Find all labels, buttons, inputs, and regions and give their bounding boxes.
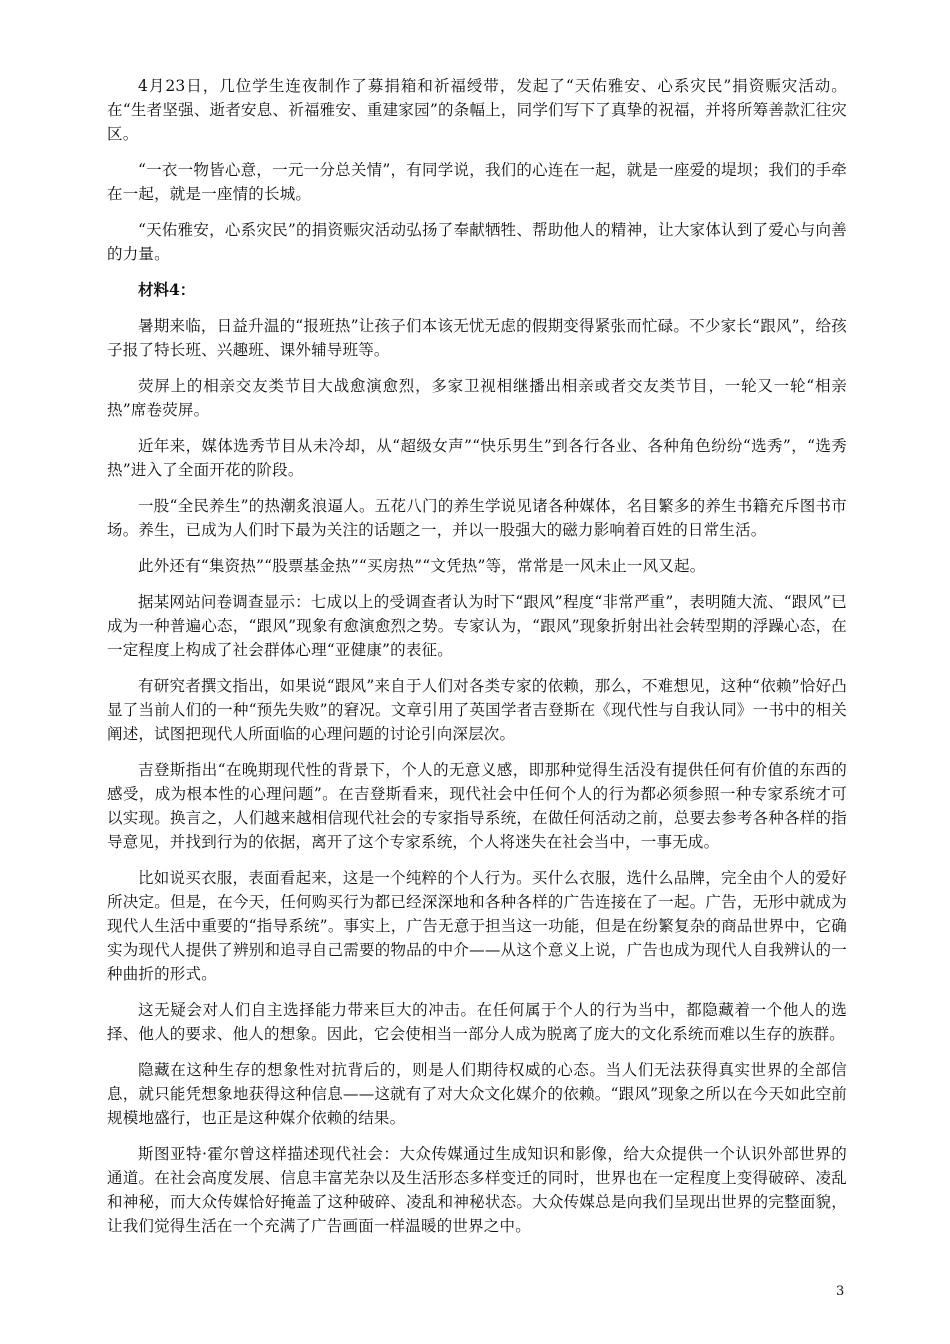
paragraph: 暑期来临，日益升温的“报班热”让孩子们本该无忧无虑的假期变得紧张而忙碌。不少家长“跟风”，给孩子报了特长班、兴趣班、课外辅导班等。 (107, 317, 847, 359)
paragraph: 近年来，媒体选秀节目从未冷却，从“超级女声”“快乐男生”到各行各业、各种角色纷纷“选秀”，“选秀热”进入了全面开花的阶段。 (107, 437, 847, 479)
paragraph: 一股“全民养生”的热潮炙浪逼人。五花八门的养生学说见诸各种媒体，名目繁多的养生书籍充斥图书市场。养生，已成为人们时下最为关注的话题之一，并以一股强大的磁力影响着百姓的日常生活。 (107, 497, 847, 539)
paragraph: 4月23日，几位学生连夜制作了募捐箱和祈福绶带，发起了“天佑雅安、心系灾民”捐资赈灾活动。在“生者坚强、逝者安息、祈福雅安、重建家园”的条幅上，同学们写下了真挚的祝福，并将所筹善款汇往灾区。 (107, 77, 847, 143)
document-body (107, 74, 847, 1250)
paragraph: 吉登斯指出“在晚期现代性的背景下，个人的无意义感，即那种觉得生活没有提供任何有价值的东西的感受，成为根本性的心理问题”。在吉登斯看来，现代社会中任何个人的行为都必须参照一种专家系统才可以实现。换言之，人们越来越相信现代社会的专家指导系统，在做任何活动之前，总要去参考各种各样的指导意见，并找到行为的依据，离开了这个专家系统，个人将迷失在社会当中，一事无成。 (107, 761, 847, 851)
paragraph: 比如说买衣服，表面看起来，这是一个纯粹的个人行为。买什么衣服，选什么品牌，完全由个人的爱好所决定。但是，在今天，任何购买行为都已经深深地和各种各样的广告连接在了一起。广告，无形中就成为现代人生活中重要的“指导系统”。事实上，广告无意于担当这一功能，但是在纷繁复杂的商品世界中，它确实为现代人提供了辨别和追寻自己需要的物品的中介——从这个意义上说，广告也成为现代人自我辨认的一种曲折的形式。 (107, 869, 847, 983)
paragraph: 有研究者撰文指出，如果说“跟风”来自于人们对各类专家的依赖，那么，不难想见，这种“依赖”恰好凸显了当前人们的一种“预先失败”的窘况。文章引用了英国学者吉登斯在《现代性与自我认同》一书中的相关阐述，试图把现代人所面临的心理问题的讨论引向深层次。 (107, 677, 847, 743)
section-heading: 材料4： (138, 280, 196, 299)
paragraph: 荧屏上的相亲交友类节目大战愈演愈烈，多家卫视相继播出相亲或者交友类节目，一轮又一轮“相亲热”席卷荧屏。 (107, 377, 847, 419)
page-number: 3 (836, 1284, 845, 1299)
paragraph: 据某网站问卷调查显示：七成以上的受调查者认为时下“跟风”程度“非常严重”，表明随大流、“跟风”已成为一种普遍心态，“跟风”现象有愈演愈烈之势。专家认为，“跟风”现象折射出社会转型期的浮躁心态，在一定程度上构成了社会群体心理“亚健康”的表征。 (107, 593, 847, 659)
paragraph: “一衣一物皆心意，一元一分总关情”，有同学说，我们的心连在一起，就是一座爱的堤坝；我们的手牵在一起，就是一座情的长城。 (107, 161, 847, 203)
paragraph: 此外还有“集资热”“股票基金热”“买房热”“文凭热”等，常常是一风未止一风又起。 (138, 557, 706, 575)
paragraph: “天佑雅安，心系灾民”的捐资赈灾活动弘扬了奉献牺牲、帮助他人的精神，让大家体认到了爱心与向善的力量。 (107, 221, 847, 263)
paragraph: 这无疑会对人们自主选择能力带来巨大的冲击。在任何属于个人的行为当中，都隐藏着一个他人的选择、他人的要求、他人的想象。因此，它会使相当一部分人成为脱离了庞大的文化系统而难以生存的族群。 (107, 1001, 847, 1043)
paragraph: 隐藏在这种生存的想象性对抗背后的，则是人们期待权威的心态。当人们无法获得真实世界的全部信息，就只能凭想象地获得这种信息——这就有了对大众文化媒介的依赖。“跟风”现象之所以在今天如此空前规模地盛行，也正是这种媒介依赖的结果。 (107, 1061, 847, 1127)
paragraph: 斯图亚特·霍尔曾这样描述现代社会：大众传媒通过生成知识和影像，给大众提供一个认识外部世界的通道。在社会高度发展、信息丰富芜杂以及生活形态多样变迁的同时，世界也在一定程度上变得破碎、凌乱和神秘，而大众传媒恰好掩盖了这种破碎、凌乱和神秘状态。大众传媒总是向我们呈现出世界的完整面貌，让我们觉得生活在一个充满了广告画面一样温暖的世界之中。 (107, 1145, 847, 1235)
